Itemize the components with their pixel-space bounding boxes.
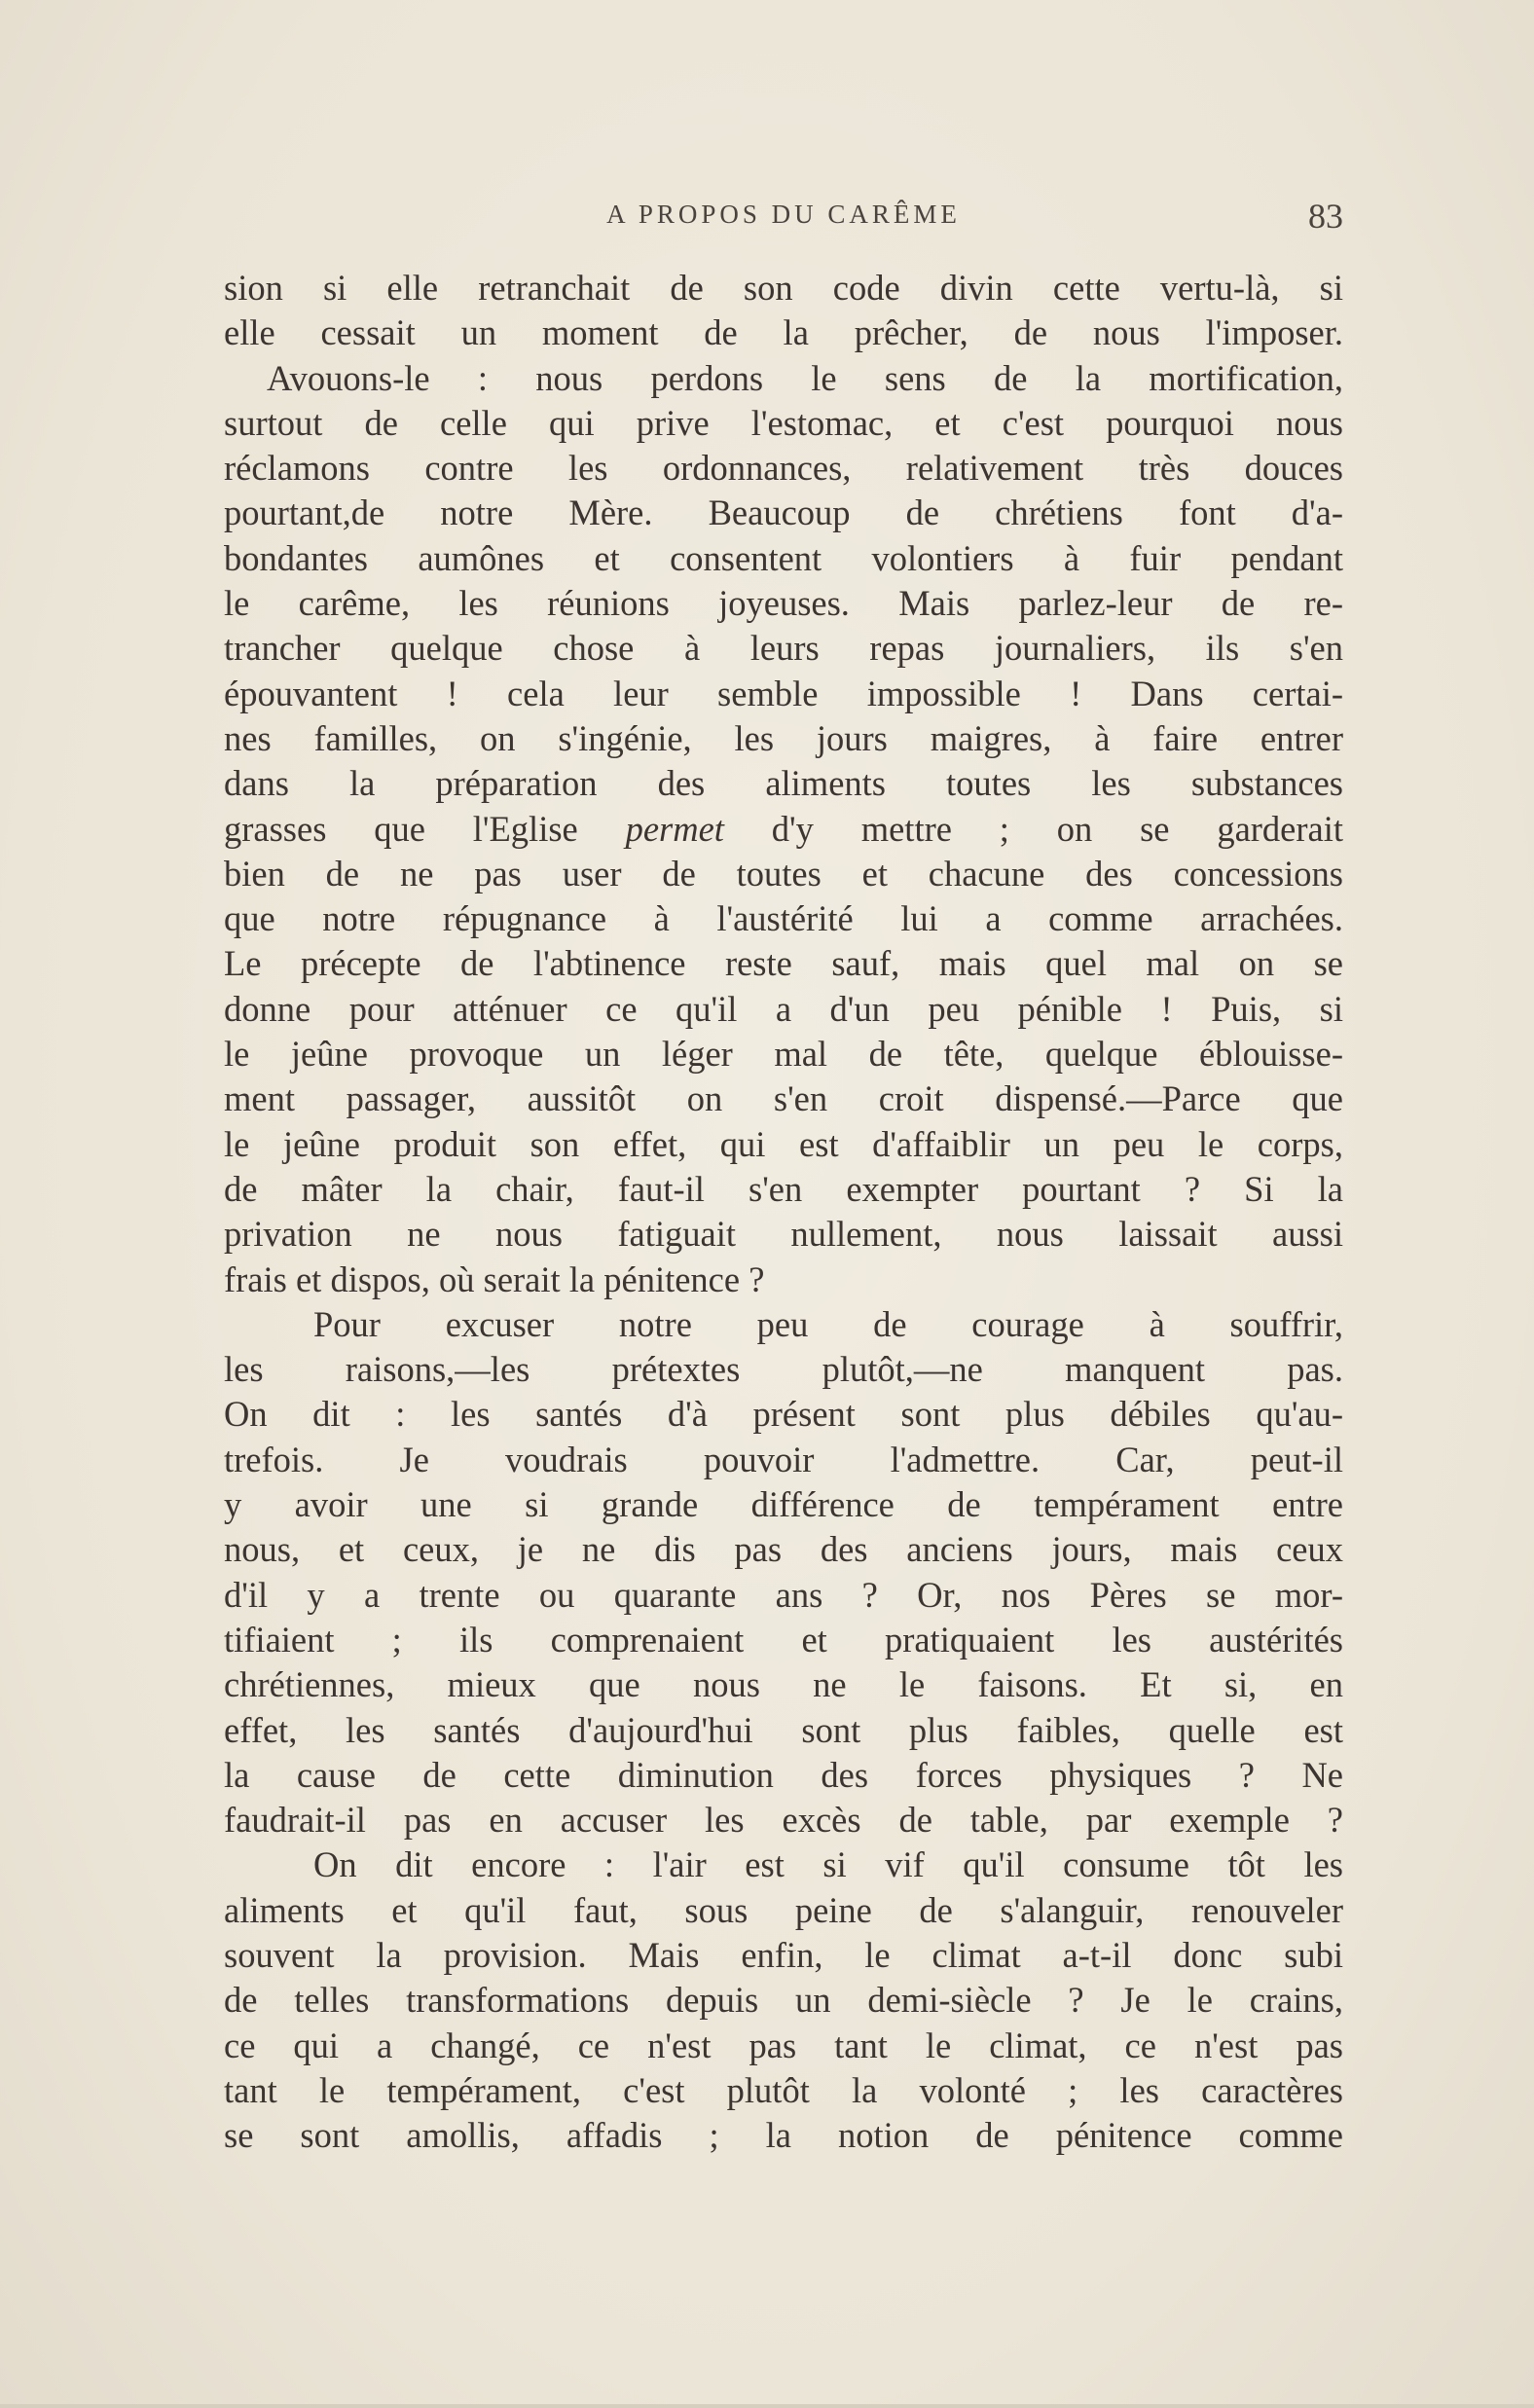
text-line: réclamons contre les ordonnances, relativement très douces — [224, 448, 1343, 489]
text-line-paragraph-end: faudrait-il pas en accuser les excès de table, par exemple ? — [224, 1800, 1343, 1841]
text-line: le jeûne produit son effet, qui est d'affaiblir un peu le corps, — [224, 1123, 1343, 1164]
text-line: le carême, les réunions joyeuses. Mais parlez-leur de re- — [224, 583, 1343, 624]
text-line: d'il y a trente ou quarante ans ? Or, nos Pères se mor- — [224, 1574, 1343, 1615]
body-text — [224, 266, 1343, 2158]
text-line: ment passager, aussitôt on s'en croit dispensé.—Parce que — [224, 1078, 1343, 1119]
text-line-with-italic — [224, 807, 1343, 852]
page-header — [224, 197, 1343, 238]
text-line: surtout de celle qui prive l'estomac, et c'est pourquoi nous — [224, 402, 1343, 443]
text-line: chrétiennes, mieux que nous ne le faisons. Et si, en — [224, 1664, 1343, 1705]
text-line: pourtant,de notre Mère. Beaucoup de chrétiens font d'a- — [224, 493, 1343, 533]
page-bottom-edge — [0, 2404, 1534, 2408]
text-line: le jeûne provoque un léger mal de tête, quelque éblouisse- — [224, 1034, 1343, 1075]
text-line-paragraph-end: frais et dispos, où serait la pénitence ? — [224, 1259, 765, 1299]
text-line: ce qui a changé, ce n'est pas tant le climat, ce n'est pas — [224, 2025, 1343, 2065]
text-line: trancher quelque chose à leurs repas journaliers, ils s'en — [224, 628, 1343, 669]
text-line: que notre répugnance à l'austérité lui a comme arrachées. — [224, 898, 1343, 939]
text-line: souvent la provision. Mais enfin, le climat a-t-il donc subi — [224, 1934, 1343, 1975]
text-line: donne pour atténuer ce qu'il a d'un peu pénible ! Puis, si — [224, 988, 1343, 1029]
text-line: la cause de cette diminution des forces physiques ? Ne — [224, 1754, 1343, 1795]
text-line: nous, et ceux, je ne dis pas des anciens jours, mais ceux — [224, 1529, 1343, 1570]
text-fragment: grasses que l'Eglise — [224, 808, 578, 849]
text-line: y avoir une si grande différence de tempérament entre — [224, 1484, 1343, 1525]
running-title: A PROPOS DU CARÊME — [606, 200, 961, 229]
text-line: tant le tempérament, c'est plutôt la volonté ; les caractères — [224, 2069, 1343, 2110]
text-line: se sont amollis, affadis ; la notion de pénitence comme — [224, 2115, 1343, 2156]
text-line: bondantes aumônes et consentent volontiers à fuir pendant — [224, 537, 1343, 578]
text-line: elle cessait un moment de la prêcher, de nous l'imposer. — [224, 312, 1343, 353]
text-line: privation ne nous fatiguait nullement, nous laissait aussi — [224, 1214, 1343, 1255]
text-line: sion si elle retranchait de son code divin cette vertu-là, si — [224, 268, 1343, 308]
text-line-paragraph-start: Pour excuser notre peu de courage à souffrir, — [313, 1303, 1343, 1344]
text-line-paragraph-start: Avouons-le : nous perdons le sens de la mortification, — [267, 357, 1343, 398]
text-line: bien de ne pas user de toutes et chacune des concessions — [224, 853, 1343, 894]
text-line: effet, les santés d'aujourd'hui sont plus faibles, quelle est — [224, 1709, 1343, 1750]
page-number: 83 — [1308, 197, 1343, 236]
text-line: épouvantent ! cela leur semble impossible ! Dans certai- — [224, 673, 1343, 713]
text-fragment: d'y mettre ; on se garderait — [771, 808, 1343, 849]
italic-word: permet — [625, 808, 724, 849]
text-line: On dit : les santés d'à présent sont plus débiles qu'au- — [224, 1394, 1343, 1435]
text-line: tifiaient ; ils comprenaient et pratiquaient les austérités — [224, 1619, 1343, 1660]
text-line: Le précepte de l'abtinence reste sauf, mais quel mal on se — [224, 943, 1343, 984]
text-line: aliments et qu'il faut, sous peine de s'alanguir, renouveler — [224, 1889, 1343, 1930]
text-line: de mâter la chair, faut-il s'en exempter pourtant ? Si la — [224, 1168, 1343, 1209]
text-line: nes familles, on s'ingénie, les jours maigres, à faire entrer — [224, 717, 1343, 758]
text-line-paragraph-start: On dit encore : l'air est si vif qu'il consume tôt les — [313, 1844, 1343, 1885]
text-line: de telles transformations depuis un demi-siècle ? Je le crains, — [224, 1980, 1343, 2021]
text-line: les raisons,—les prétextes plutôt,—ne manquent pas. — [224, 1349, 1343, 1390]
text-line: dans la préparation des aliments toutes les substances — [224, 763, 1343, 804]
text-line: trefois. Je voudrais pouvoir l'admettre. Car, peut-il — [224, 1439, 1343, 1479]
